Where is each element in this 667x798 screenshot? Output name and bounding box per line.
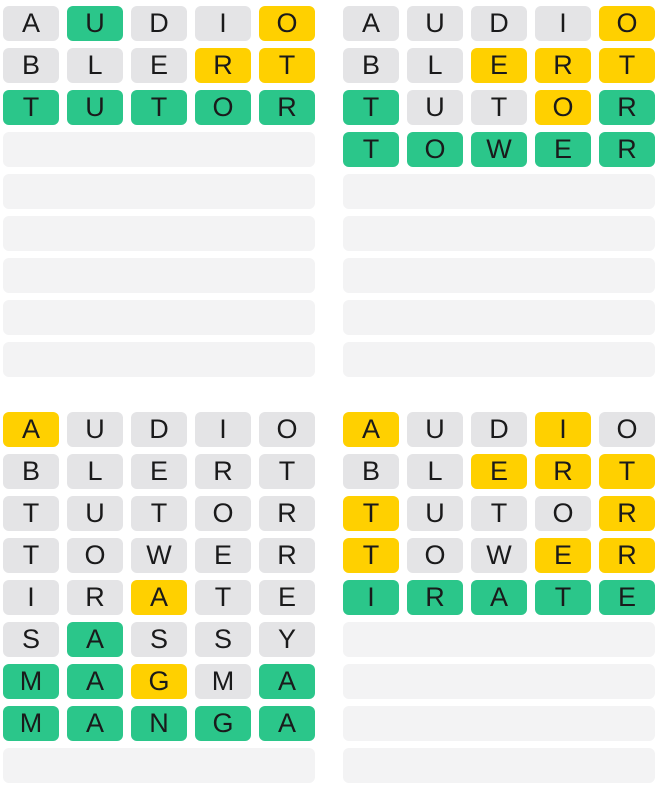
empty-row [3, 132, 315, 167]
tile-absent: T [131, 496, 187, 531]
tile-correct: A [471, 580, 527, 615]
guess-row [3, 664, 315, 699]
guess-row [343, 132, 655, 167]
tile-present: R [535, 454, 591, 489]
tile-absent: I [535, 6, 591, 41]
empty-row [343, 706, 655, 741]
empty-row [3, 216, 315, 251]
tile-absent: O [195, 496, 251, 531]
tile-correct: T [131, 90, 187, 125]
tile-absent: W [471, 538, 527, 573]
tile-absent: U [67, 496, 123, 531]
guess-row [3, 580, 315, 615]
tile-present: A [131, 580, 187, 615]
tile-correct: R [599, 132, 655, 167]
empty-row [343, 174, 655, 209]
empty-row [3, 174, 315, 209]
tile-correct: T [535, 580, 591, 615]
tile-correct: T [343, 90, 399, 125]
tile-absent: T [3, 496, 59, 531]
tile-absent: B [3, 48, 59, 83]
tile-present: R [195, 48, 251, 83]
tile-absent: T [195, 580, 251, 615]
tile-absent: L [407, 454, 463, 489]
guess-row [3, 48, 315, 83]
tile-present: T [599, 48, 655, 83]
tile-absent: T [259, 454, 315, 489]
empty-row [343, 342, 655, 377]
tile-correct: T [3, 90, 59, 125]
tile-correct: G [195, 706, 251, 741]
empty-row [3, 342, 315, 377]
tile-present: E [535, 538, 591, 573]
tile-correct: I [343, 580, 399, 615]
tile-absent: L [407, 48, 463, 83]
empty-row [3, 258, 315, 293]
tile-absent: E [131, 454, 187, 489]
tile-absent: T [471, 496, 527, 531]
tile-present: R [535, 48, 591, 83]
guess-row [3, 6, 315, 41]
tile-correct: E [599, 580, 655, 615]
guess-row [343, 496, 655, 531]
tile-absent: I [195, 412, 251, 447]
tile-absent: U [407, 496, 463, 531]
tile-correct: O [195, 90, 251, 125]
empty-row [343, 258, 655, 293]
tile-absent: T [471, 90, 527, 125]
tile-absent: O [407, 538, 463, 573]
tile-correct: O [407, 132, 463, 167]
tile-correct: R [259, 90, 315, 125]
tile-absent: A [343, 6, 399, 41]
board-top-right [343, 6, 655, 377]
tile-absent: D [471, 412, 527, 447]
tile-absent: R [195, 454, 251, 489]
tile-present: T [599, 454, 655, 489]
tile-present: T [343, 538, 399, 573]
guess-row [343, 412, 655, 447]
tile-absent: Y [259, 622, 315, 657]
empty-row [343, 300, 655, 335]
guess-row [3, 706, 315, 741]
tile-correct: N [131, 706, 187, 741]
empty-row [343, 216, 655, 251]
tile-correct: W [471, 132, 527, 167]
tile-present: E [471, 454, 527, 489]
empty-row [3, 300, 315, 335]
tile-present: T [259, 48, 315, 83]
tile-present: R [599, 496, 655, 531]
tile-correct: U [67, 6, 123, 41]
guess-row [3, 622, 315, 657]
tile-correct: A [259, 706, 315, 741]
tile-correct: A [67, 706, 123, 741]
board-bottom-right [343, 412, 655, 783]
tile-absent: E [195, 538, 251, 573]
tile-absent: E [131, 48, 187, 83]
tile-correct: U [67, 90, 123, 125]
tile-present: G [131, 664, 187, 699]
board-bottom-left [3, 412, 315, 783]
tile-absent: O [535, 496, 591, 531]
tile-correct: R [599, 90, 655, 125]
tile-absent: U [67, 412, 123, 447]
tile-absent: B [3, 454, 59, 489]
tile-absent: I [3, 580, 59, 615]
guess-row [343, 6, 655, 41]
empty-row [343, 622, 655, 657]
tile-correct: A [67, 664, 123, 699]
tile-absent: L [67, 454, 123, 489]
tile-absent: S [131, 622, 187, 657]
tile-absent: R [67, 580, 123, 615]
tile-absent: M [195, 664, 251, 699]
guess-row [3, 412, 315, 447]
tile-absent: O [67, 538, 123, 573]
guess-row [343, 580, 655, 615]
guess-row [3, 538, 315, 573]
tile-absent: B [343, 48, 399, 83]
empty-row [3, 748, 315, 783]
tile-present: E [471, 48, 527, 83]
guess-row [343, 454, 655, 489]
tile-correct: M [3, 664, 59, 699]
guess-row [3, 496, 315, 531]
board-top-left [3, 6, 315, 377]
tile-present: O [259, 6, 315, 41]
tile-absent: B [343, 454, 399, 489]
tile-absent: R [259, 538, 315, 573]
tile-present: A [3, 412, 59, 447]
guess-row [343, 538, 655, 573]
tile-correct: T [343, 132, 399, 167]
tile-correct: R [407, 580, 463, 615]
tile-absent: T [3, 538, 59, 573]
tile-absent: W [131, 538, 187, 573]
tile-absent: A [3, 6, 59, 41]
tile-correct: M [3, 706, 59, 741]
tile-absent: D [131, 412, 187, 447]
tile-absent: S [195, 622, 251, 657]
guess-row [3, 90, 315, 125]
tile-absent: R [259, 496, 315, 531]
tile-present: O [535, 90, 591, 125]
tile-absent: E [259, 580, 315, 615]
tile-correct: A [67, 622, 123, 657]
empty-row [343, 748, 655, 783]
guess-row [343, 90, 655, 125]
tile-present: O [599, 6, 655, 41]
tile-absent: S [3, 622, 59, 657]
tile-correct: A [259, 664, 315, 699]
tile-absent: D [131, 6, 187, 41]
tile-absent: U [407, 6, 463, 41]
guess-row [3, 454, 315, 489]
tile-absent: O [259, 412, 315, 447]
tile-absent: U [407, 412, 463, 447]
tile-present: R [599, 538, 655, 573]
tile-absent: D [471, 6, 527, 41]
tile-present: T [343, 496, 399, 531]
tile-absent: L [67, 48, 123, 83]
tile-absent: I [195, 6, 251, 41]
tile-correct: E [535, 132, 591, 167]
guess-row [343, 48, 655, 83]
tile-absent: U [407, 90, 463, 125]
empty-row [343, 664, 655, 699]
tile-present: I [535, 412, 591, 447]
tile-present: A [343, 412, 399, 447]
tile-absent: O [599, 412, 655, 447]
